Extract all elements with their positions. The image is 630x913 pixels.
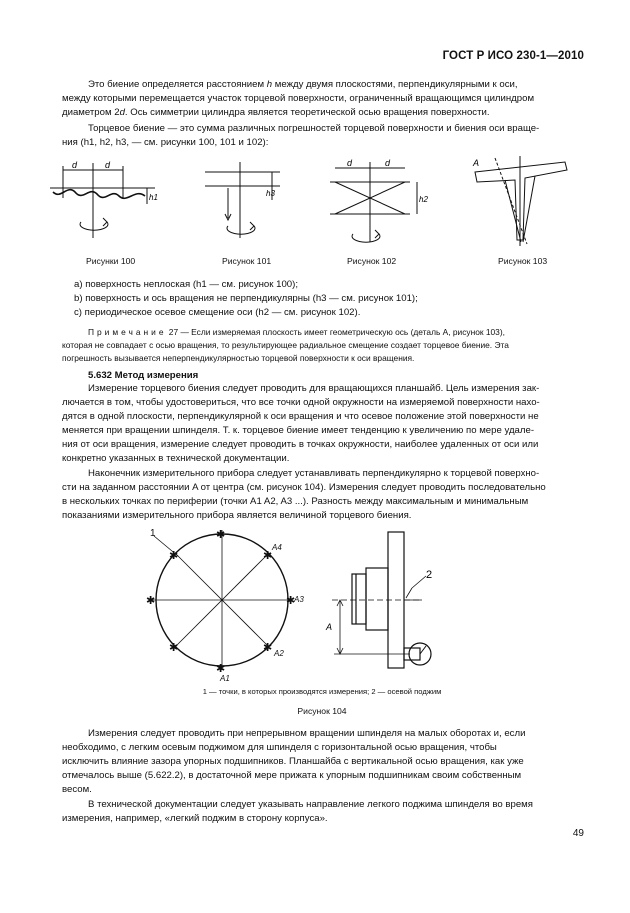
para5-line-3: исключить влияние зазора упорных подшипников. Планшайба с вертикальной осью вращения, как уже [62, 756, 524, 767]
para5-line-2: необходимо, с легким осевым поджимом для шпинделя с горизонтальной осью вращения, чтобы [62, 742, 497, 753]
fig104-legend: 1 — точки, в которых производятся измерения; 2 — осевой поджим [202, 687, 442, 696]
para3-line-1: Измерение торцевого биения следует проводить для вращающихся планшайб. Цель измерения зак- [88, 383, 540, 394]
list-item-c: с) периодическое осевое смещение оси (h2 — см. рисунок 102). [74, 307, 361, 318]
note-prefix: Примечание [88, 327, 167, 337]
p1-text-b: между двумя плоскостями, перпендикулярными к оси, [272, 79, 518, 90]
figure-100 [45, 158, 165, 248]
list-item-b: b) поверхность и ось вращения не перпендикулярны (h3 — см. рисунок 101); [74, 293, 418, 304]
fig104-A4: A4 [272, 543, 282, 552]
paragraph-1-line-3 [62, 106, 582, 120]
figure-103 [465, 154, 575, 249]
para3-line-2: лючается в том, чтобы удостовериться, что все точки одной окружности на измеряемой поверхности нахо- [62, 397, 540, 408]
fig104-mark-3: ✱ [286, 595, 296, 607]
document-header: ГОСТ Р ИСО 230-1—2010 [442, 50, 584, 62]
note-line-1: 27 — Если измеряемая плоскость имеет геометрическую ось (деталь A, рисунок 103), [166, 327, 505, 337]
fig102-d2: d [385, 158, 391, 168]
para3-line-3: дятся в одной плоскости, перпендикулярной к оси вращения и что осевое положение этой поверхности не [62, 411, 539, 422]
caption-figure-100: Рисунки 100 [86, 256, 136, 266]
para5-line-4: отмечалось выше (5.622.2), в достаточной мере прижата к упорным подшипникам своим собственным [62, 770, 522, 781]
p1-var-h: h [266, 79, 273, 90]
para4-line-4: показаниями измерительного прибора является величиной торцевого биения. [62, 510, 412, 521]
fig104-mark-1: ✱ [216, 529, 226, 541]
fig101-h3: h3 [266, 189, 275, 198]
section-title: 5.632 Метод измерения [88, 370, 199, 381]
caption-figure-101: Рисунок 101 [222, 256, 272, 266]
figure-101 [200, 158, 290, 248]
note-line-3: погрешность вызывается неперпендикулярностью торцевой поверхности к оси вращения. [62, 353, 415, 363]
note-line-2: которая не совпадает с осью вращения, то результирующее радиальное смещение создает торцевое биение. Эта [62, 340, 509, 350]
fig104-label-1: 1 [150, 528, 156, 539]
fig100-h1: h1 [149, 193, 158, 202]
para6-line-2: измерения, например, «легкий поджим в сторону корпуса». [62, 813, 328, 824]
caption-figure-103: Рисунок 103 [498, 256, 548, 266]
para6-line-1: В технической документации следует указывать направление легкого поджима шпинделя во время [88, 799, 533, 810]
para5-line-5: весом. [62, 784, 92, 795]
paragraph-2: Торцевое биение — это сумма различных погрешностей торцевой поверхности и биения оси враще- [88, 123, 540, 134]
para3-line-5: ния от оси вращения, измерение следует проводить в точках окружности, наиболее удаленных от оси или [62, 439, 539, 450]
figure-104-side [322, 528, 452, 678]
fig104-mark-5: ✱ [216, 663, 226, 675]
p1-l3-a: диаметром 2 [62, 107, 120, 118]
fig104-A3: A3 [294, 595, 304, 604]
paragraph-2-line-2: ния (h1, h2, h3, — см. рисунки 100, 101 и 102): [62, 137, 269, 148]
fig104-caption: Рисунок 104 [297, 706, 347, 716]
paragraph-1-line-2: между которыми перемещается участок торцевой поверхности, ограниченный вращающимся цилиндром [62, 93, 535, 104]
para5-line-1: Измерения следует проводить при непрерывном вращении шпинделя на малых оборотах и, если [88, 728, 526, 739]
para3-line-4: меняется при вращении шпинделя. Т. к. торцевое биение имеет тенденцию к увеличению по мере удале- [62, 425, 535, 436]
paragraph-1 [62, 78, 582, 92]
fig104-label-2: 2 [426, 569, 433, 581]
fig104-A1: A1 [220, 674, 230, 683]
figure-102 [325, 158, 435, 248]
para4-line-1: Наконечник измерительного прибора следует устанавливать перпендикулярно к торцевой поверхно- [88, 468, 540, 479]
fig100-d2: d [105, 160, 111, 170]
p1-l3-b: . Ось симметрии цилиндра является теоретической осью вращения поверхности. [124, 107, 490, 118]
fig104-side-A: A [326, 622, 333, 632]
fig104-mark-7: ✱ [146, 595, 156, 607]
para4-line-2: сти на заданном расстоянии A от центра (см. рисунок 104). Измерения следует проводить последовательно [62, 482, 546, 493]
caption-figure-102: Рисунок 102 [347, 256, 397, 266]
fig104-mark-6: ✱ [169, 642, 179, 654]
fig104-mark-2: ✱ [263, 550, 273, 562]
para3-line-6: конкретно указанных в технической документации. [62, 453, 290, 464]
fig102-d1: d [347, 158, 353, 168]
list-item-a: а) поверхность неплоская (h1 — см. рисунок 100); [74, 279, 299, 290]
fig104-mark-4: ✱ [263, 642, 273, 654]
fig103-A: A [473, 158, 480, 168]
p1-var-d: d [119, 107, 125, 118]
page-number: 49 [572, 828, 584, 839]
note [62, 326, 582, 338]
fig104-mark-8: ✱ [169, 550, 179, 562]
para4-line-3: в нескольких точках по периферии (точки A1 A2, A3 ...). Разность между максимальным и минимальным [62, 496, 529, 507]
figure-104-circle [140, 528, 320, 683]
fig104-A2: A2 [274, 649, 284, 658]
fig100-d1: d [72, 160, 78, 170]
fig102-h2: h2 [419, 195, 428, 204]
p1-text-a: Это биение определяется расстоянием [88, 79, 267, 90]
